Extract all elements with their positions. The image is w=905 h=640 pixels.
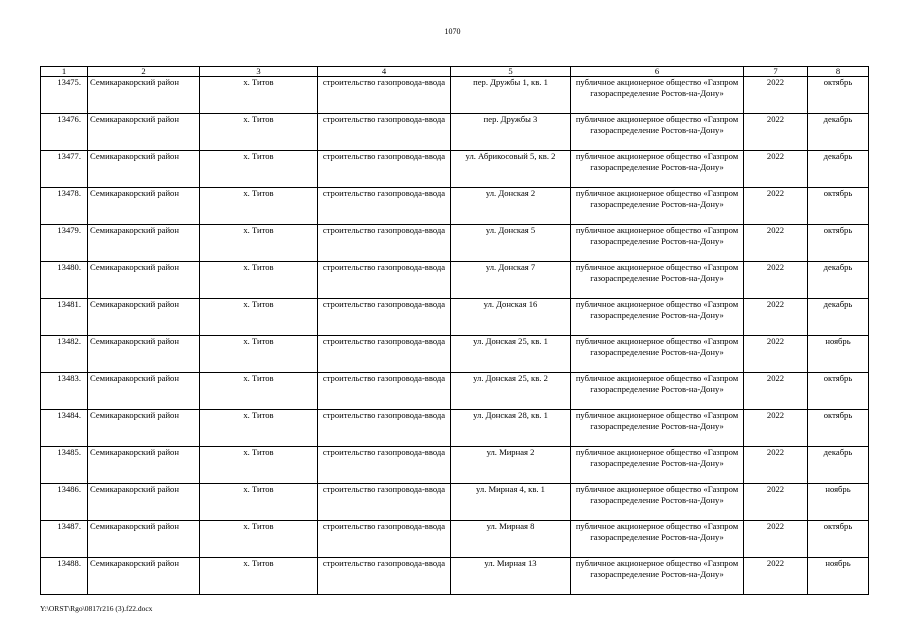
row-number-cell: 13483. (41, 373, 88, 410)
address-cell: ул. Донская 25, кв. 1 (451, 336, 571, 373)
table-row (41, 299, 869, 336)
district-cell: Семикаракорский район (88, 521, 200, 558)
table-row (41, 373, 869, 410)
row-number-cell: 13480. (41, 262, 88, 299)
table-row (41, 77, 869, 114)
work-type-cell: строительство газопровода-ввода (318, 447, 451, 484)
table-header-row (41, 67, 869, 77)
organization-cell: публичное акционерное общество «Газпром газораспределение Ростов-на-Дону» (571, 262, 744, 299)
month-cell: ноябрь (808, 336, 869, 373)
organization-cell: публичное акционерное общество «Газпром газораспределение Ростов-на-Дону» (571, 151, 744, 188)
address-cell: ул. Донская 2 (451, 188, 571, 225)
settlement-cell: х. Титов (200, 151, 318, 188)
year-cell: 2022 (744, 336, 808, 373)
month-cell: октябрь (808, 225, 869, 262)
month-cell: ноябрь (808, 484, 869, 521)
column-header: 8 (808, 67, 869, 77)
settlement-cell: х. Титов (200, 484, 318, 521)
table-row (41, 521, 869, 558)
year-cell: 2022 (744, 299, 808, 336)
row-number-cell: 13487. (41, 521, 88, 558)
row-number-cell: 13478. (41, 188, 88, 225)
settlement-cell: х. Титов (200, 447, 318, 484)
address-cell: ул. Донская 5 (451, 225, 571, 262)
organization-cell: публичное акционерное общество «Газпром газораспределение Ростов-на-Дону» (571, 336, 744, 373)
document-table (40, 66, 869, 595)
table-row (41, 484, 869, 521)
footer-file-path: Y:\ORST\Rgo\0817r216 (3).f22.docx (40, 604, 153, 613)
settlement-cell: х. Титов (200, 410, 318, 447)
work-type-cell: строительство газопровода-ввода (318, 262, 451, 299)
work-type-cell: строительство газопровода-ввода (318, 558, 451, 595)
organization-cell: публичное акционерное общество «Газпром газораспределение Ростов-на-Дону» (571, 225, 744, 262)
organization-cell: публичное акционерное общество «Газпром газораспределение Ростов-на-Дону» (571, 188, 744, 225)
column-header: 5 (451, 67, 571, 77)
year-cell: 2022 (744, 447, 808, 484)
month-cell: декабрь (808, 114, 869, 151)
organization-cell: публичное акционерное общество «Газпром газораспределение Ростов-на-Дону» (571, 299, 744, 336)
district-cell: Семикаракорский район (88, 558, 200, 595)
district-cell: Семикаракорский район (88, 225, 200, 262)
row-number-cell: 13484. (41, 410, 88, 447)
row-number-cell: 13475. (41, 77, 88, 114)
table-row (41, 336, 869, 373)
year-cell: 2022 (744, 77, 808, 114)
work-type-cell: строительство газопровода-ввода (318, 188, 451, 225)
district-cell: Семикаракорский район (88, 336, 200, 373)
work-type-cell: строительство газопровода-ввода (318, 77, 451, 114)
settlement-cell: х. Титов (200, 558, 318, 595)
month-cell: декабрь (808, 299, 869, 336)
year-cell: 2022 (744, 151, 808, 188)
district-cell: Семикаракорский район (88, 299, 200, 336)
year-cell: 2022 (744, 114, 808, 151)
year-cell: 2022 (744, 410, 808, 447)
address-cell: ул. Абрикосовый 5, кв. 2 (451, 151, 571, 188)
address-cell: ул. Донская 7 (451, 262, 571, 299)
settlement-cell: х. Титов (200, 225, 318, 262)
work-type-cell: строительство газопровода-ввода (318, 299, 451, 336)
year-cell: 2022 (744, 225, 808, 262)
address-cell: ул. Мирная 4, кв. 1 (451, 484, 571, 521)
year-cell: 2022 (744, 262, 808, 299)
district-cell: Семикаракорский район (88, 410, 200, 447)
month-cell: октябрь (808, 77, 869, 114)
month-cell: октябрь (808, 373, 869, 410)
column-header: 6 (571, 67, 744, 77)
year-cell: 2022 (744, 188, 808, 225)
district-cell: Семикаракорский район (88, 151, 200, 188)
month-cell: октябрь (808, 188, 869, 225)
organization-cell: публичное акционерное общество «Газпром газораспределение Ростов-на-Дону» (571, 373, 744, 410)
organization-cell: публичное акционерное общество «Газпром газораспределение Ростов-на-Дону» (571, 114, 744, 151)
work-type-cell: строительство газопровода-ввода (318, 151, 451, 188)
district-cell: Семикаракорский район (88, 373, 200, 410)
settlement-cell: х. Титов (200, 299, 318, 336)
month-cell: ноябрь (808, 558, 869, 595)
address-cell: пер. Дружбы 3 (451, 114, 571, 151)
row-number-cell: 13476. (41, 114, 88, 151)
work-type-cell: строительство газопровода-ввода (318, 114, 451, 151)
table-row (41, 114, 869, 151)
settlement-cell: х. Титов (200, 373, 318, 410)
work-type-cell: строительство газопровода-ввода (318, 336, 451, 373)
district-cell: Семикаракорский район (88, 114, 200, 151)
district-cell: Семикаракорский район (88, 447, 200, 484)
settlement-cell: х. Титов (200, 77, 318, 114)
organization-cell: публичное акционерное общество «Газпром газораспределение Ростов-на-Дону» (571, 484, 744, 521)
table-row (41, 188, 869, 225)
row-number-cell: 13481. (41, 299, 88, 336)
settlement-cell: х. Титов (200, 114, 318, 151)
settlement-cell: х. Титов (200, 262, 318, 299)
district-cell: Семикаракорский район (88, 484, 200, 521)
row-number-cell: 13488. (41, 558, 88, 595)
row-number-cell: 13486. (41, 484, 88, 521)
table-row (41, 151, 869, 188)
year-cell: 2022 (744, 373, 808, 410)
work-type-cell: строительство газопровода-ввода (318, 373, 451, 410)
row-number-cell: 13479. (41, 225, 88, 262)
row-number-cell: 13482. (41, 336, 88, 373)
district-cell: Семикаракорский район (88, 262, 200, 299)
address-cell: ул. Мирная 13 (451, 558, 571, 595)
settlement-cell: х. Титов (200, 336, 318, 373)
address-cell: ул. Донская 28, кв. 1 (451, 410, 571, 447)
organization-cell: публичное акционерное общество «Газпром газораспределение Ростов-на-Дону» (571, 447, 744, 484)
page-number: 1070 (444, 27, 461, 36)
table-row (41, 558, 869, 595)
month-cell: октябрь (808, 410, 869, 447)
work-type-cell: строительство газопровода-ввода (318, 225, 451, 262)
organization-cell: публичное акционерное общество «Газпром газораспределение Ростов-на-Дону» (571, 558, 744, 595)
table-row (41, 262, 869, 299)
work-type-cell: строительство газопровода-ввода (318, 521, 451, 558)
settlement-cell: х. Титов (200, 521, 318, 558)
column-header: 7 (744, 67, 808, 77)
column-header: 2 (88, 67, 200, 77)
table-row (41, 225, 869, 262)
month-cell: октябрь (808, 521, 869, 558)
column-header: 4 (318, 67, 451, 77)
row-number-cell: 13477. (41, 151, 88, 188)
year-cell: 2022 (744, 521, 808, 558)
table-row (41, 410, 869, 447)
organization-cell: публичное акционерное общество «Газпром газораспределение Ростов-на-Дону» (571, 77, 744, 114)
address-cell: ул. Донская 16 (451, 299, 571, 336)
organization-cell: публичное акционерное общество «Газпром газораспределение Ростов-на-Дону» (571, 521, 744, 558)
month-cell: декабрь (808, 151, 869, 188)
work-type-cell: строительство газопровода-ввода (318, 484, 451, 521)
month-cell: декабрь (808, 262, 869, 299)
settlement-cell: х. Титов (200, 188, 318, 225)
work-type-cell: строительство газопровода-ввода (318, 410, 451, 447)
month-cell: декабрь (808, 447, 869, 484)
row-number-cell: 13485. (41, 447, 88, 484)
district-cell: Семикаракорский район (88, 188, 200, 225)
address-cell: ул. Мирная 2 (451, 447, 571, 484)
address-cell: ул. Мирная 8 (451, 521, 571, 558)
table-body (41, 77, 869, 595)
year-cell: 2022 (744, 558, 808, 595)
year-cell: 2022 (744, 484, 808, 521)
column-header: 1 (41, 67, 88, 77)
column-header: 3 (200, 67, 318, 77)
district-cell: Семикаракорский район (88, 77, 200, 114)
address-cell: ул. Донская 25, кв. 2 (451, 373, 571, 410)
address-cell: пер. Дружбы 1, кв. 1 (451, 77, 571, 114)
organization-cell: публичное акционерное общество «Газпром газораспределение Ростов-на-Дону» (571, 410, 744, 447)
table-row (41, 447, 869, 484)
